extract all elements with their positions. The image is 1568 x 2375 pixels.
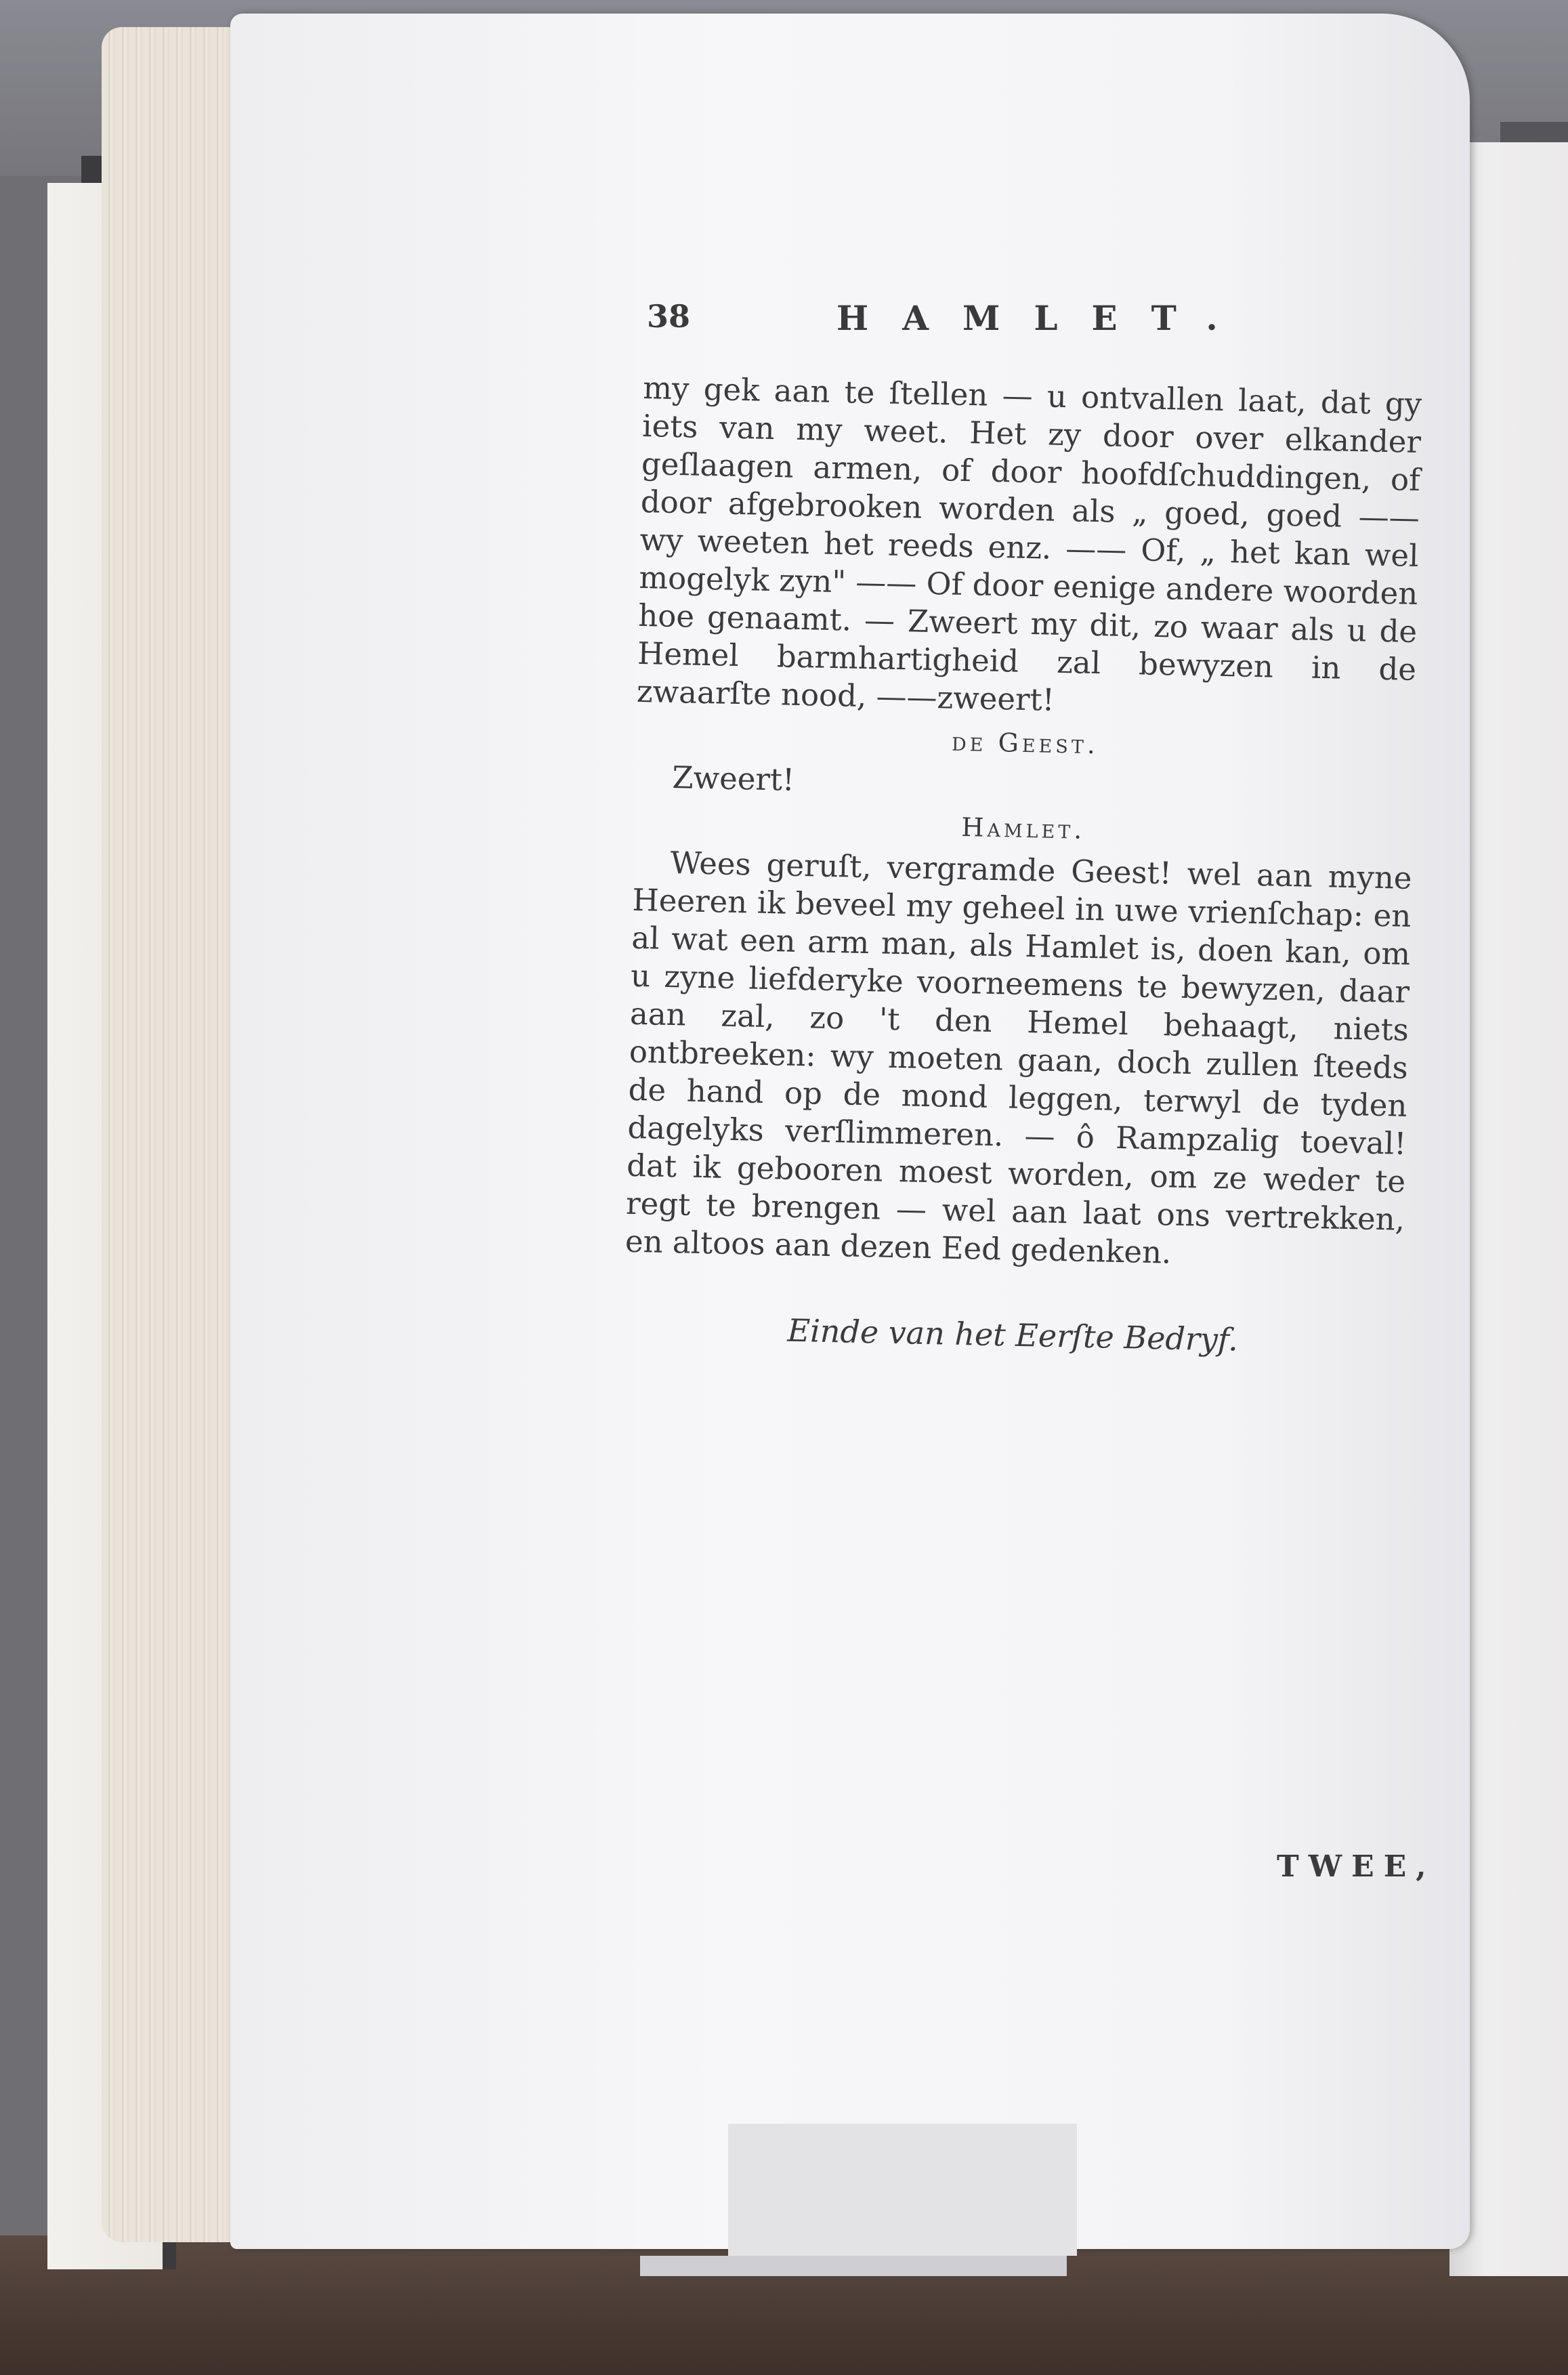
page-body [622, 369, 1422, 1393]
paragraph-1: my gek aan te ſtellen — u ontvallen laat, dat gy iets van my weet. Het zy door over elkander geſlaagen armen, of door hoofdſchuddingen, of door afgebrooken worden als „ goed, goed —— wy weeten het reeds enz. —— Of, „ het kan wel mogelyk zyn" —— Of door eenige andere woorden hoe genaamt. — Zweert my dit, zo waar als u de Hemel barmhartigheid zal bewyzen in de zwaarſte nood, ——zweert! [636, 369, 1422, 718]
paragraph-2: Wees geruſt, vergramde Geest! wel aan myne Heeren ik beveel my geheel in uwe vrienſchap: en al wat een arm man, als Hamlet is, doen kan, om u zyne liefderyke voorneemens te bewyzen, daar aan zal, zo 't den Hemel behaagt, niets ontbreeken: wy moeten gaan, doch zullen ſteeds de hand op de mond leggen, terwyl de tyden dagelyks verſlimmeren. — ô Rampzalig toeval! dat ik gebooren moest worden, om ze weder te regt te brengen — wel aan laat ons vertrekken, en altoos aan dezen Eed gedenken. [624, 844, 1413, 1271]
running-title: HAMLET. [836, 298, 1252, 338]
redaction-tab [640, 2256, 1067, 2276]
catchword: TWEE, [1277, 1849, 1436, 1884]
redaction-box [728, 2124, 1077, 2256]
line-zweert: Zweert! [671, 759, 795, 798]
page-number: 38 [647, 298, 691, 335]
speaker-hamlet: Hamlet. [960, 812, 1086, 845]
speaker-geest: de Geest. [951, 726, 1099, 760]
end-of-act-note: Einde van het Eerſte Bedryf. [787, 1311, 1239, 1358]
page-header [647, 298, 1297, 352]
